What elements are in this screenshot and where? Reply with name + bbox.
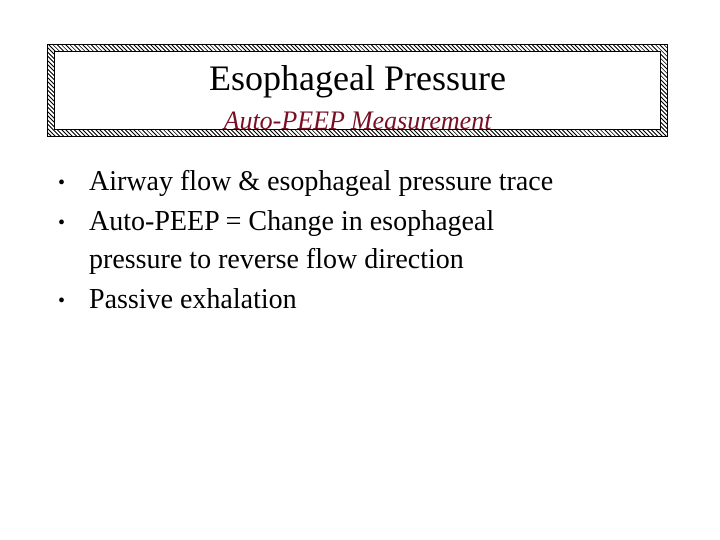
- title-frame: [47, 44, 668, 137]
- bullet-item: [58, 202, 698, 280]
- bullet-item: [58, 280, 698, 320]
- bullet-text: Passive exhalation: [89, 284, 297, 315]
- bullet-text-continuation: pressure to reverse flow direction: [89, 244, 464, 275]
- bullet-text: Auto-PEEP = Change in esophageal: [89, 206, 495, 237]
- bullet-icon: •: [58, 212, 66, 234]
- bullet-icon: •: [58, 290, 66, 312]
- slide-title: Esophageal Pressure: [209, 58, 506, 98]
- bullet-text: Airway flow & esophageal pressure trace: [89, 166, 554, 197]
- slide-subtitle: Auto-PEEP Measurement: [223, 106, 492, 135]
- bullet-list: [58, 162, 698, 320]
- bullet-item: [58, 162, 698, 202]
- bullet-icon: •: [58, 172, 66, 194]
